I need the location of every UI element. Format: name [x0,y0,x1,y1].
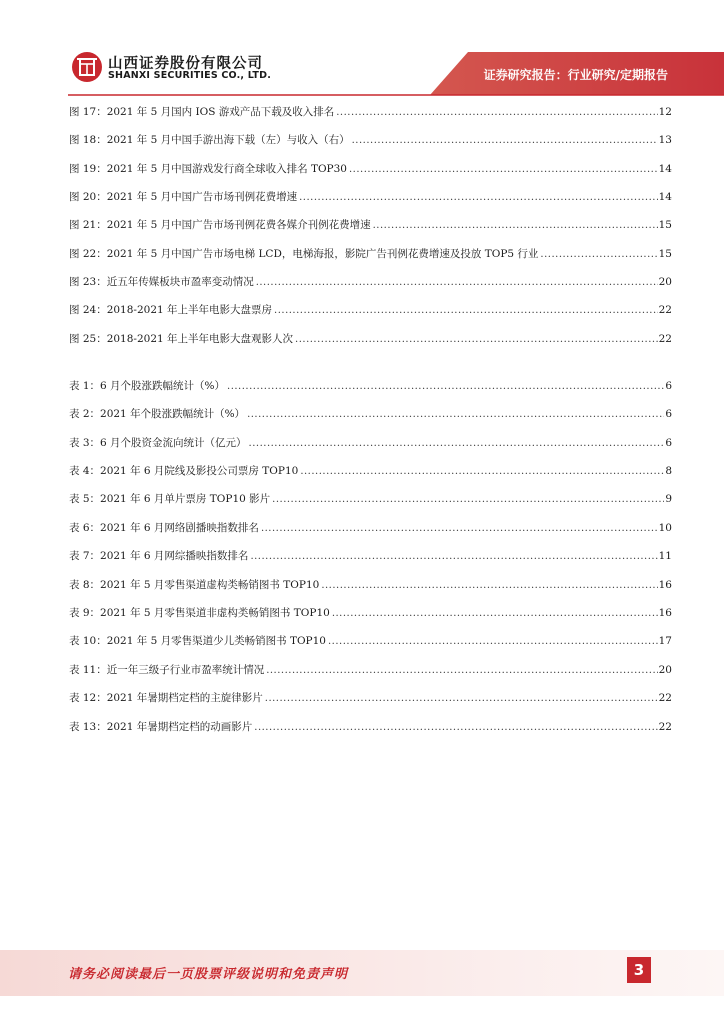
toc-entry-label: 表 4：2021 年 6 月院线及影投公司票房 TOP10 [69,465,299,477]
toc-leader-dots [300,464,664,479]
company-name-en: SHANXI SECURITIES CO., LTD. [108,70,272,81]
toc-leader-dots [250,549,657,564]
toc-leader-dots [349,162,658,177]
toc-entry-figure-23[interactable] [69,274,672,290]
page-number: 3 [627,957,651,983]
toc-entry-page: 9 [665,493,672,505]
toc-leader-dots [227,379,664,394]
toc-entry-label: 图 19：2021 年 5 月中国游戏发行商全球收入排名 TOP30 [69,163,347,175]
toc-entry-label: 图 22：2021 年 5 月中国广告市场电梯 LCD，电梯海报，影院广告刊例花费增速及投放 TOP5 行业 [69,248,539,260]
toc-entry-page: 13 [658,134,672,146]
footer-disclaimer: 请务必阅读最后一页股票评级说明和免责声明 [68,967,349,982]
toc-entry-figure-20[interactable] [69,189,672,205]
toc-entry-label: 图 21：2021 年 5 月中国广告市场刊例花费各媒介刊例花费增速 [69,219,371,231]
toc-entry-label: 表 11：近一年三级子行业市盈率统计情况 [69,664,265,676]
toc-entry-page: 17 [658,635,672,647]
toc-entry-figure-19[interactable] [69,161,672,177]
toc-entry-figure-25[interactable] [69,331,672,347]
toc-entry-figure-18[interactable] [69,132,672,148]
toc-entry-table-10[interactable] [69,633,672,649]
toc-entry-page: 22 [658,692,672,704]
header-red-band [0,0,724,100]
toc-entry-table-11[interactable] [69,662,672,678]
toc-entry-table-1[interactable] [69,378,672,394]
toc-entry-page: 8 [665,465,672,477]
toc-leader-dots [332,606,658,621]
toc-leader-dots [328,634,658,649]
toc-entry-label: 图 23：近五年传媒板块市盈率变动情况 [69,276,254,288]
toc-leader-dots [274,303,658,318]
toc-entry-label: 表 8：2021 年 5 月零售渠道虚构类畅销图书 TOP10 [69,579,320,591]
page-header [0,0,724,100]
toc-entry-label: 表 3：6 月个股资金流向统计（亿元） [69,437,247,449]
toc-entry-table-4[interactable] [69,463,672,479]
toc-leader-dots [256,275,658,290]
toc-entry-label: 图 18：2021 年 5 月中国手游出海下载（左）与收入（右） [69,134,350,146]
toc-entry-page: 20 [658,276,672,288]
toc-entry-label: 表 13：2021 年暑期档定档的动画影片 [69,721,253,733]
toc-entry-figure-21[interactable] [69,217,672,233]
toc-entry-page: 11 [658,550,672,562]
toc-entry-table-5[interactable] [69,491,672,507]
toc-entry-page: 10 [658,522,672,534]
toc-entry-page: 22 [658,333,672,345]
toc-leader-dots [249,436,665,451]
toc-entry-table-6[interactable] [69,520,672,536]
toc-entry-label: 表 9：2021 年 5 月零售渠道非虚构类畅销图书 TOP10 [69,607,330,619]
toc-entry-page: 6 [665,380,672,392]
toc-entry-table-3[interactable] [69,435,672,451]
toc-entry-page: 14 [658,163,672,175]
toc-entry-label: 图 17：2021 年 5 月国内 IOS 游戏产品下载及收入排名 [69,106,335,118]
toc-leader-dots [373,218,658,233]
toc-entry-label: 表 6：2021 年 6 月网络剧播映指数排名 [69,522,259,534]
toc-leader-dots [352,133,658,148]
toc-leader-dots [261,521,658,536]
toc-entry-label: 表 2：2021 年个股涨跌幅统计（%） [69,408,246,420]
toc-leader-dots [265,691,658,706]
company-name-cn: 山西证券股份有限公司 [108,56,263,72]
toc-entry-table-2[interactable] [69,406,672,422]
toc-leader-dots [540,247,657,262]
toc-entry-figure-24[interactable] [69,302,672,318]
toc-entry-page: 14 [658,191,672,203]
toc-entry-label: 表 7：2021 年 6 月网综播映指数排名 [69,550,249,562]
toc-leader-dots [247,407,664,422]
toc-entry-table-7[interactable] [69,548,672,564]
toc-entry-page: 16 [658,579,672,591]
toc-entry-page: 20 [658,664,672,676]
toc-entry-figure-22[interactable] [69,246,672,262]
toc-entry-figure-17[interactable] [69,104,672,120]
toc-entry-page: 22 [658,721,672,733]
toc-entry-page: 15 [658,248,672,260]
toc-entry-page: 6 [665,408,672,420]
toc-entry-table-9[interactable] [69,605,672,621]
toc-leader-dots [336,105,657,120]
toc-entry-label: 表 10：2021 年 5 月零售渠道少儿类畅销图书 TOP10 [69,635,326,647]
toc-entry-table-12[interactable] [69,690,672,706]
toc-entry-label: 表 5：2021 年 6 月单片票房 TOP10 影片 [69,493,271,505]
toc-entry-page: 12 [658,106,672,118]
toc-entry-label: 图 24：2018-2021 年上半年电影大盘票房 [69,304,273,316]
toc-leader-dots [295,332,658,347]
toc-leader-dots [272,492,664,507]
toc-leader-dots [266,663,657,678]
toc-entry-page: 6 [665,437,672,449]
shanxi-securities-logo-icon [72,52,102,82]
toc-entry-table-8[interactable] [69,577,672,593]
toc-entry-label: 图 25：2018-2021 年上半年电影大盘观影人次 [69,333,294,345]
toc-leader-dots [254,720,657,735]
toc-entry-label: 表 12：2021 年暑期档定档的主旋律影片 [69,692,263,704]
toc-entry-label: 表 1：6 月个股涨跌幅统计（%） [69,380,226,392]
toc-entry-page: 15 [658,219,672,231]
report-type-label: 证券研究报告：行业研究/定期报告 [483,68,668,82]
toc-entry-page: 16 [658,607,672,619]
toc-entry-page: 22 [658,304,672,316]
toc-leader-dots [321,578,657,593]
toc-entry-label: 图 20：2021 年 5 月中国广告市场刊例花费增速 [69,191,298,203]
toc-leader-dots [299,190,658,205]
toc-entry-table-13[interactable] [69,719,672,735]
